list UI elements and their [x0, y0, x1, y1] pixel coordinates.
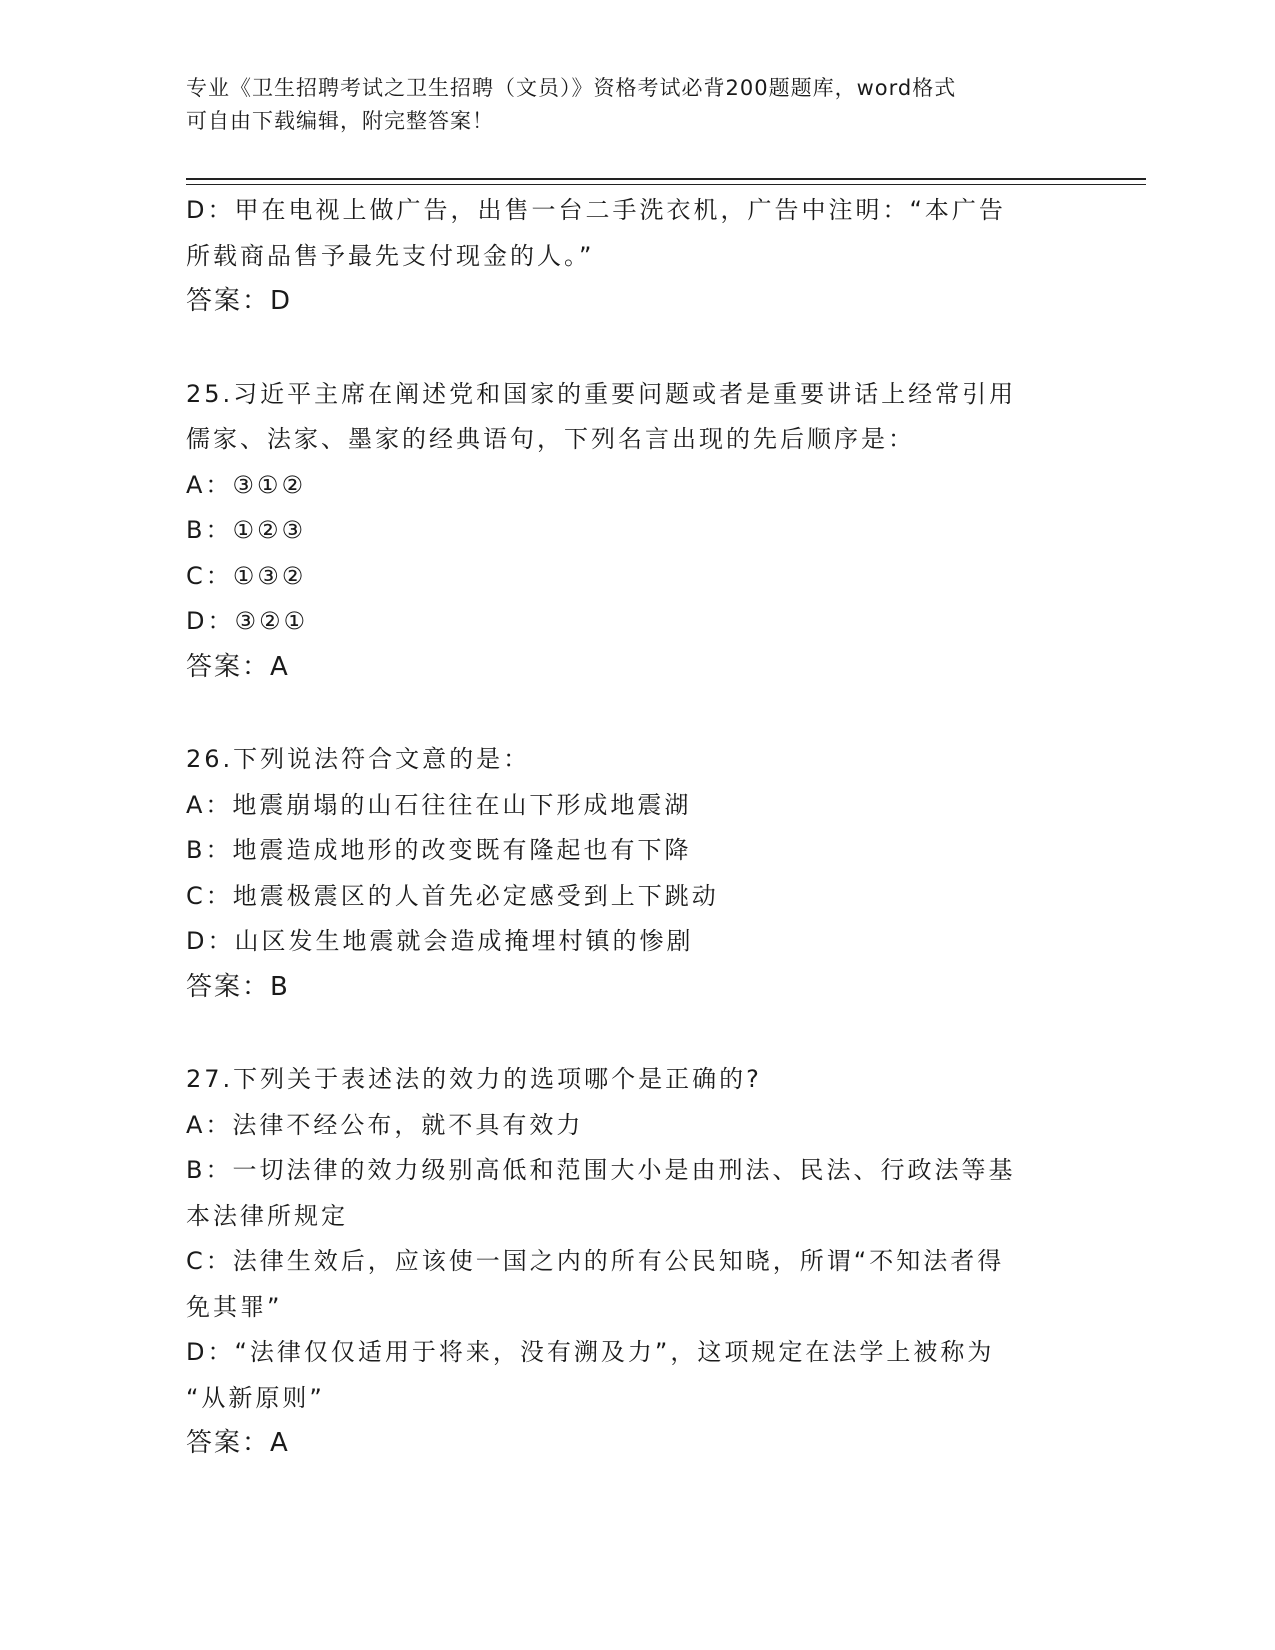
spacer — [186, 1010, 1076, 1057]
option-b: B：地震造成地形的改变既有隆起也有下降 — [186, 836, 692, 864]
option-c: C：地震极震区的人首先必定感受到上下跳动 — [186, 881, 719, 910]
spacer — [186, 690, 1076, 737]
option-d-line1: D：“法律仅仅适用于将来，没有溯及力”，这项规定在法学上被称为 — [186, 1338, 995, 1366]
question-stem-line1: 25.习近平主席在阐述党和国家的重要问题或者是重要讲话上经常引用 — [186, 379, 1017, 408]
option-d-line2: 所载商品售予最先支付现金的人。” — [186, 241, 595, 270]
option-a: A：③①② — [186, 470, 306, 499]
question-25 — [186, 372, 1076, 691]
spacer — [186, 325, 1076, 372]
option-a: A：地震崩塌的山石往往在山下形成地震湖 — [186, 790, 692, 819]
option-a: A：法律不经公布，就不具有效力 — [186, 1110, 584, 1139]
option-c-line2: 免其罪” — [186, 1292, 283, 1321]
option-d-line2: “从新原则” — [186, 1383, 325, 1412]
question-24-tail — [186, 188, 1076, 325]
answer: 答案：A — [186, 651, 290, 682]
header-title-line1: 专业《卫生招聘考试之卫生招聘（文员）》资格考试必背200题题库，word格式 — [186, 76, 957, 100]
document-body — [186, 188, 1076, 1467]
answer: 答案：B — [186, 971, 290, 1002]
option-b: B：①②③ — [186, 516, 307, 544]
option-d-line1: D：甲在电视上做广告，出售一台二手洗衣机，广告中注明：“本广告 — [186, 196, 1006, 224]
question-stem: 26.下列说法符合文意的是： — [186, 745, 531, 773]
question-27 — [186, 1057, 1076, 1467]
answer: 答案：D — [186, 286, 293, 316]
document-header — [186, 72, 1066, 138]
option-c: C：①③② — [186, 561, 307, 590]
question-stem: 27.下列关于表述法的效力的选项哪个是正确的? — [186, 1065, 762, 1093]
option-c-line1: C：法律生效后，应该使一国之内的所有公民知晓，所谓“不知法者得 — [186, 1247, 1005, 1275]
question-26 — [186, 737, 1076, 1010]
option-d: D：③②① — [186, 607, 309, 635]
header-divider-thick — [186, 178, 1146, 180]
header-divider-thin — [186, 184, 1146, 185]
option-b-line1: B：一切法律的效力级别高低和范围大小是由刑法、民法、行政法等基 — [186, 1156, 1016, 1184]
answer: 答案：A — [186, 1428, 290, 1458]
question-stem-line2: 儒家、法家、墨家的经典语句，下列名言出现的先后顺序是： — [186, 425, 915, 453]
header-title-line2: 可自由下载编辑，附完整答案！ — [186, 109, 494, 133]
option-d: D：山区发生地震就会造成掩埋村镇的惨剧 — [186, 927, 694, 955]
option-b-line2: 本法律所规定 — [186, 1201, 348, 1230]
